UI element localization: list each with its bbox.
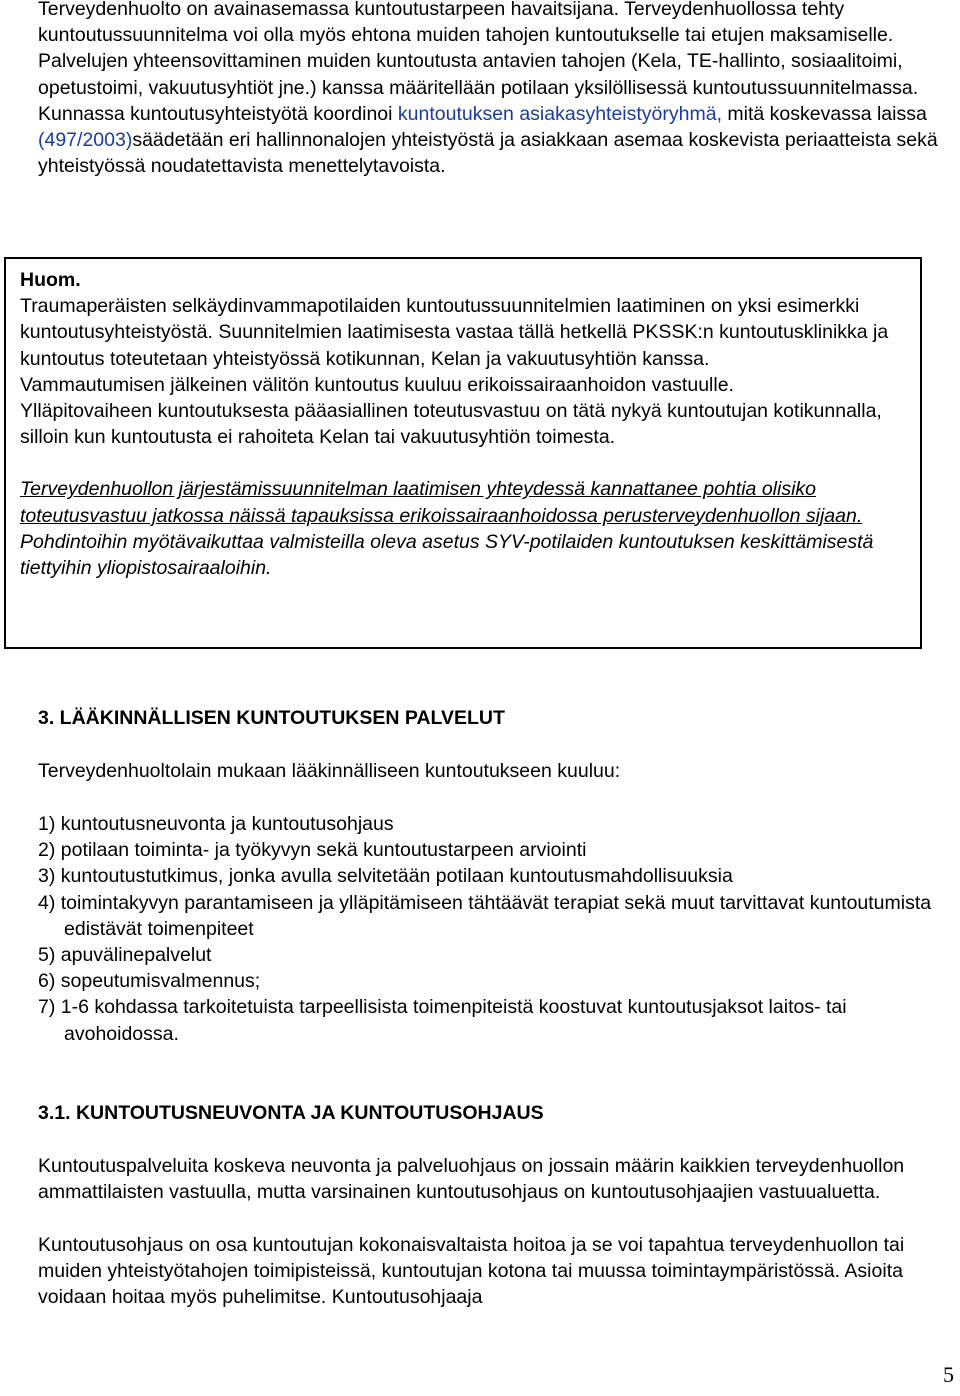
list-item: 5) apuvälinepalvelut — [38, 944, 212, 967]
section-3-1-paragraph-1: Kuntoutuspalveluita koskeva neuvonta ja palveluohjaus on jossain määrin kaikkien terveydenhuollon ammattilaisten vastuulla, mutta varsinainen kuntoutusohjaus on kuntoutusohjaajien vastuualuetta. — [38, 1155, 905, 1204]
note-paragraph-1: Traumaperäisten selkäydinvammapotilaiden kuntoutussuunnitelmien laatiminen on yksi esimerkki kuntoutusyhteistyöstä. Suunnitelmien laatimisesta vastaa tällä hetkellä PKSSK:n kuntoutusklinikka ja kuntoutus toteutetaan yhteistyössä kotikunnan, Kelan ja vakuutusyhtiön kanssa. — [20, 295, 889, 370]
note-paragraph-2: Vammautumisen jälkeinen välitön kuntoutus kuuluu erikoissairaanhoidon vastuulle. — [20, 373, 734, 396]
intro-text-1: Terveydenhuolto on avainasemassa kuntoutustarpeen havaitsijana. Terveydenhuollossa tehty kuntoutussuunnitelma voi olla myös ehtona muiden tahojen kuntoutukselle tai etujen maksamiselle. Palvelujen yhteensovittaminen muiden kuntoutusta antavien tahojen (Kela, TE-hallinto, sosiaalitoimi, opetustoimi, vakuutusyhtiöt jne.) kanssa määritellään potilaan yksilöllisessä kuntoutussuunnitelmassa. Kunnassa kuntoutusyhteistyötä koordinoi — [38, 0, 919, 125]
list-item: 2) potilaan toiminta- ja työkyvyn sekä kuntoutustarpeen arviointi — [38, 839, 587, 862]
note-title: Huom. — [20, 269, 81, 291]
intro-text-3: säädetään eri hallinnonalojen yhteistyöstä ja asiakkaan asemaa koskevista periaatteista sekä yhteistyössä noudatettavista menettelytavoista. — [38, 129, 938, 178]
link-law-497-2003[interactable]: (497/2003) — [38, 129, 133, 152]
section-3-heading: 3. LÄÄKINNÄLLISEN KUNTOUTUKSEN PALVELUT — [38, 707, 505, 729]
note-paragraph-3: Ylläpitovaiheen kuntoutuksesta pääasiallinen toteutusvastuu on tätä nykyä kuntoutujan kotikunnalla, silloin kun kuntoutusta ei rahoiteta Kelan tai vakuutusyhtiön toimesta. — [20, 400, 882, 449]
note-underlined-text: Terveydenhuollon järjestämissuunnitelman laatimisen yhteydessä kannattanee pohtia olisiko toteutusvastuu jatkossa näissä tapauksissa erikoissairaanhoidossa perusterveydenhuollon sijaan. — [20, 478, 863, 527]
rehab-services-list — [38, 811, 953, 1047]
section-3-1-heading: 3.1. KUNTOUTUSNEUVONTA JA KUNTOUTUSOHJAUS — [38, 1102, 544, 1124]
list-item: 6) sopeutumisvalmennus; — [38, 970, 261, 993]
intro-paragraph — [38, 0, 953, 179]
link-asiakasyhteistyoryhma[interactable]: kuntoutuksen asiakasyhteistyöryhmä, — [397, 102, 722, 125]
section-3-1-paragraph-2: Kuntoutusohjaus on osa kuntoutujan kokonaisvaltaista hoitoa ja se voi tapahtua terveydenhuollon tai muiden yhteistyötahojen toimipisteissä, kuntoutujan kotona tai muussa toimintaympäristössä. Asioita voidaan hoitaa myös puhelimitse. Kuntoutusohjaaja — [38, 1234, 905, 1309]
list-item: 3) kuntoutustutkimus, jonka avulla selvitetään potilaan kuntoutusmahdollisuuksia — [38, 865, 733, 888]
note-box — [4, 257, 922, 649]
list-item: 7) 1-6 kohdassa tarkoitetuista tarpeellisista toimenpiteistä koostuvat kuntoutusjaksot laitos- tai avohoidossa. — [38, 996, 847, 1045]
page-number: 5 — [943, 1362, 954, 1387]
intro-text-2: mitä koskevassa laissa — [722, 102, 927, 125]
note-italic-paragraph — [20, 476, 906, 581]
note-italic-text: Pohdintoihin myötävaikuttaa valmisteilla oleva asetus SYV-potilaiden kuntoutuksen keskittämisestä tiettyihin yliopistosairaaloihin. — [20, 530, 874, 580]
list-item: 4) toimintakyvyn parantamiseen ja ylläpitämiseen tähtäävät terapiat sekä muut tarvittavat kuntoutumista edistävät toimenpiteet — [38, 891, 932, 940]
list-item: 1) kuntoutusneuvonta ja kuntoutusohjaus — [38, 813, 394, 835]
section-3-intro: Terveydenhuoltolain mukaan lääkinnälliseen kuntoutukseen kuuluu: — [38, 760, 621, 782]
